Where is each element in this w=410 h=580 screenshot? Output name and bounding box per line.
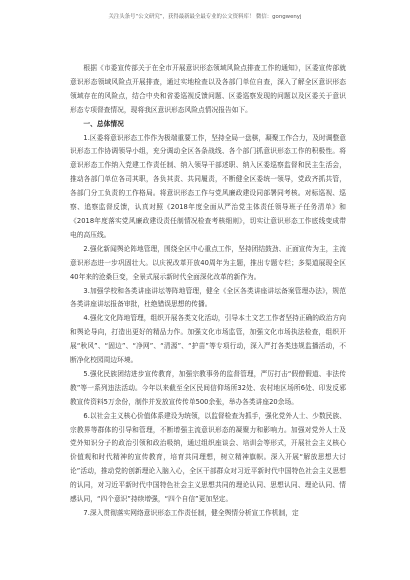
list-item: 3.加强学校和各类讲座讲坛等阵地管理，健全《全区各类讲座讲坛备案管理办法》，规范各类讲座讲坛报备审批，杜绝错误思想的传播。 [70, 286, 346, 309]
section-heading: 一、总体情况 [83, 119, 124, 128]
intro-paragraph: 根据《市委宣传部关于在全市开展意识形态领域风险点排查工作的通知》，区委宣传部就意识形态领域风险点开展排查，通过实地检查以及各部门单位自查，深入了解全区意识形态领域存在的风险点，结合中央和省委巡视反馈问题、区委巡察发现的问题以及区委关于意识形态专项督查情况，现将我区意识形态风险点情况报告如下。 [70, 64, 346, 114]
list-item: 1.区委将意识形态工作作为极端重要工作，坚持全局一盘棋，凝聚工作合力，及时调整意识形态工作协调领导小组，充分调动全区各条战线、各个部门抓意识形态工作的积极性。将意识形态工作纳入党建工作责任制、纳入领导干部述职、纳入区委巡察监督和民主生活会，推动各部门单位各司其职，各负其责、共同履责，不断健全区委统一领导，党政齐抓共管，各部门分工负责的工作格局。将意识形态工作与党风廉政建设同部署同考核。对标巡视、巡察、追察监督反馈，认真对照《2018年度全面从严治党主体责任领导班子任务清单》和《2018年度落实党风廉政建设责任制情况检查考核细则》，切实让意识形态工作底线变成带电的高压线。 [70, 133, 346, 239]
page-header-note: 关注头条号“公文研究”，获得最新最全最专业的公文资料库！ 微信：gongwenyj [108, 14, 302, 20]
list-item: 6.以社会主义核心价值体系建设为统领，以监督检查为抓手，强化党外人士、少数民族、宗教界等群体的引导和管理，不断增强主流意识形态的凝聚力和影响力。加强对党外人士及党外知识分子的政治引领和政治吸纳，通过组织座谈会、培训会等形式，开展社会主义核心价值观和时代精神的宣传教育，培育共同理想，树立精神旗帜。深入开展“解放思想大讨论”活动，推动党的创新理论入脑入心，全区干部群众对习近平新时代中国特色社会主义思想的认同，对习近平新时代中国特色社会主义思想共同的理论认同、思想认同、理论认同、情感认同，“四个意识”持续增强，“四个自信”更加坚定。 [70, 411, 346, 504]
document-body [70, 62, 346, 521]
list-item: 7.深入贯彻落实网络意识形态工作责任制，健全舆情分析宣工作机制，定 [83, 509, 299, 517]
list-item: 5.强化民族团结进步宣传教育，加强宗教事务的监督管理，严厉打击“假僧假道、非法传教”等一系列违法活动。今年以来截至全区民间信仰场所32处、农村地区场所6处、印发反邪教宣传资料5万余份，制作并发放宣传传单500余张，举办各类讲座20余场。 [70, 369, 346, 406]
list-item: 4.强化文化阵地管理，组织开展各类文化活动，引导本土文艺工作者坚持正确的政治方向和舆论导向，打造出更好的精品力作。加强文化市场监管，加强文化市场执法检查，组织开展“秋风”、“固边”、“净网”、“清源”、“护苗”等专项行动，深入严打各类违规监播活动，不断净化校园周边环境。 [70, 314, 346, 365]
list-item: 2.强化新闻舆论阵地管理，围绕全区中心重点工作，坚持团结鼓劲、正面宣传为主，主流意识形态进一步巩固壮大。以庆祝改革开放40周年为主题，推出专题专栏；多渠道展现全区40年来的沧桑巨变，全景式展示新时代全面深化改革的新作为。 [70, 244, 346, 281]
